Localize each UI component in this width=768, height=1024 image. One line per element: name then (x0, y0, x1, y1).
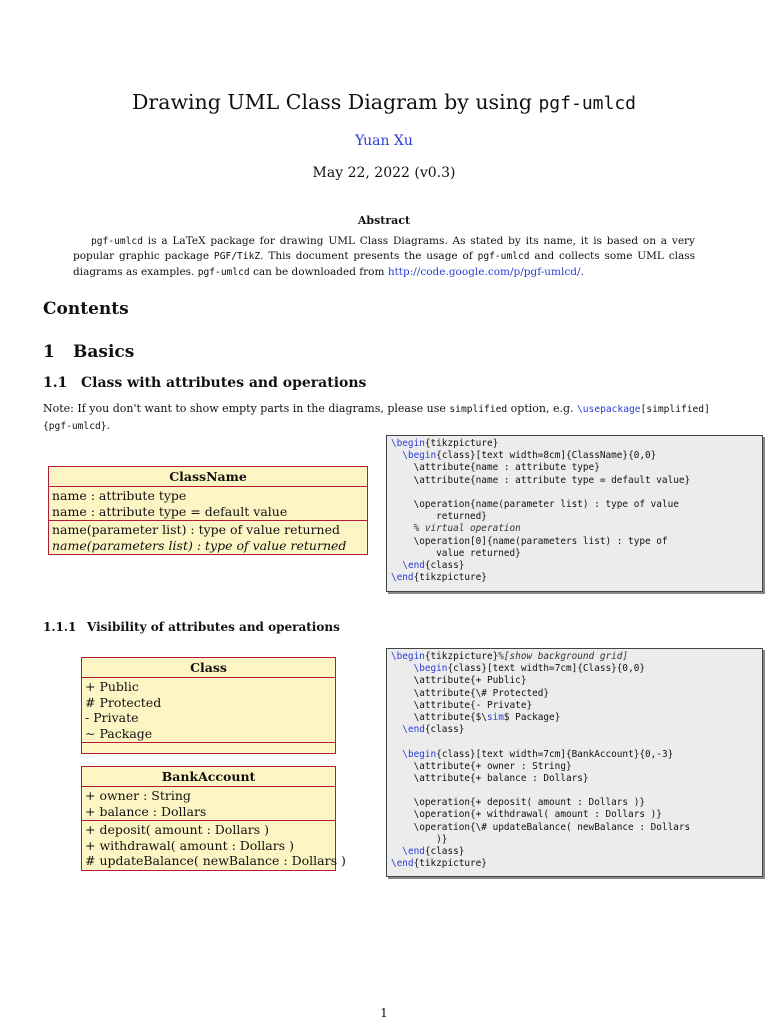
code-token: \operation[0]{name(parameters list) : type of (391, 535, 668, 547)
code-token: value returned} (391, 547, 521, 559)
code-token: $ Package} (503, 711, 561, 723)
latex-argument: [simplified]{pgf-umlcd} (43, 404, 710, 432)
code-token (391, 846, 402, 857)
code-line (391, 487, 758, 499)
code-line (391, 438, 758, 450)
code-line (391, 675, 758, 687)
code-line (391, 858, 758, 870)
uml-attribute: - Private (85, 710, 139, 725)
abstract-fragment: and collects some UML class diagrams as examples. (73, 250, 695, 278)
uml-attribute: name : attribute type = default value (52, 503, 288, 519)
abstract-fragment: . This document presents the usage of (260, 250, 478, 263)
section-heading-basics (43, 342, 134, 362)
code-line (391, 773, 758, 785)
uml-operations-section (82, 821, 346, 870)
uml-attribute: ∼ Package (85, 725, 153, 741)
code-token: \begin (402, 748, 437, 760)
package-name: pgf-umlcd (197, 266, 250, 278)
code-token: )} (391, 833, 448, 845)
uml-attribute: + Public (85, 679, 139, 694)
code-lines (391, 651, 758, 870)
code-line (391, 511, 758, 523)
code-token: %[show background grid] (498, 651, 629, 662)
uml-class-bankaccount (81, 766, 346, 871)
code-token: % virtual operation (413, 523, 521, 535)
code-line (391, 797, 758, 809)
code-token (391, 523, 414, 534)
option-name: simplified (449, 404, 508, 415)
uml-attribute: name : attribute type (52, 488, 187, 503)
code-token: \end (391, 572, 414, 584)
code-token: {class} (424, 846, 465, 857)
download-link[interactable]: http://code.google.com/p/pgf-umlcd/ (387, 265, 581, 278)
abstract-fragment: is a LaTeX package for drawing UML Class Diagrams. As stated by its name, it is based on a very popular graphic package (73, 235, 695, 263)
code-token: {class} (424, 559, 465, 571)
code-line (391, 834, 758, 846)
uml-attributes-section (82, 787, 335, 821)
code-token: \operation{+ withdrawal( amount : Dollars )} (391, 809, 662, 821)
code-token: {tikzpicture} (424, 651, 499, 662)
code-token: \attribute{\# Protected} (391, 687, 550, 699)
section-title: Visibility of attributes and operations (87, 620, 340, 634)
uml-class-class (81, 657, 336, 754)
code-line (391, 475, 758, 487)
subsubsection-heading-visibility (43, 620, 340, 634)
abstract-text (73, 234, 695, 280)
code-token: \operation{name(parameter list) : type of value (391, 498, 679, 510)
document-title (0, 90, 768, 114)
code-token: \begin (391, 651, 425, 662)
title-text: Drawing UML Class Diagram by using (131, 90, 539, 114)
abstract-fragment: . (580, 265, 584, 278)
code-line (391, 712, 758, 724)
code-line (391, 761, 758, 773)
uml-operations-section-empty (82, 743, 335, 753)
code-token: {class} (424, 724, 465, 736)
code-lines (391, 438, 758, 584)
code-token: {tikzpicture} (413, 572, 487, 584)
code-line (391, 663, 758, 675)
package-name: pgf-umlcd (91, 236, 143, 247)
code-token: \end (402, 846, 425, 857)
code-token: \operation{+ deposit( amount : Dollars )} (391, 797, 645, 809)
code-listing-classname (386, 435, 763, 592)
code-token: returned} (391, 511, 487, 523)
uml-class-name: BankAccount (82, 767, 335, 787)
uml-attributes-section (49, 487, 367, 521)
code-token: \attribute{+ owner : String} (391, 760, 572, 772)
abstract-heading: Abstract (357, 214, 411, 227)
section-title: Basics (73, 342, 135, 362)
note-fragment: . (106, 419, 111, 432)
code-line (391, 724, 758, 736)
code-line (391, 822, 758, 834)
code-token (391, 663, 414, 674)
code-token: \operation{\# updateBalance( newBalance : Dollars (391, 821, 691, 833)
code-token: \attribute{name : attribute type = default value} (391, 474, 691, 486)
uml-operation: # updateBalance( newBalance : Dollars ) (85, 853, 346, 868)
author-link[interactable]: Yuan Xu (355, 133, 413, 149)
uml-class-name: ClassName (49, 467, 367, 487)
code-line (391, 572, 758, 584)
package-name: PGF/TikZ (213, 251, 261, 263)
code-token: {class}[text width=8cm]{ClassName}{0,0} (436, 450, 657, 462)
code-token: \attribute{+ balance : Dollars} (391, 772, 589, 784)
code-token: \begin (391, 438, 425, 449)
uml-class-classname (48, 466, 368, 555)
code-token (391, 724, 402, 735)
code-token: {class}[text width=7cm]{BankAccount}{0,-3} (436, 748, 674, 760)
code-listing-visibility (386, 648, 763, 877)
code-token: \begin (413, 663, 448, 675)
code-token: sim (486, 711, 504, 723)
code-token: \attribute{$\ (391, 711, 487, 723)
uml-operation: + deposit( amount : Dollars ) (85, 822, 270, 837)
code-token: {tikzpicture} (424, 438, 499, 449)
code-token: \attribute{+ Public} (391, 675, 527, 687)
uml-operation: + withdrawal( amount : Dollars ) (85, 837, 294, 853)
code-token: {tikzpicture} (413, 858, 487, 870)
code-line (391, 785, 758, 797)
note-paragraph (43, 401, 733, 435)
code-line (391, 700, 758, 712)
section-number: 1.1.1 (43, 620, 77, 634)
note-fragment: option, e.g. (507, 402, 577, 415)
code-token: \end (391, 858, 414, 870)
latex-command: \usepackage (577, 404, 641, 415)
code-line (391, 462, 758, 474)
code-token: \begin (402, 450, 437, 462)
uml-operation: name(parameter list) : type of value returned (52, 522, 340, 537)
code-token (391, 560, 402, 571)
code-line (391, 499, 758, 511)
note-fragment: Note: If you don't want to show empty parts in the diagrams, please use (43, 402, 450, 415)
code-token: \end (402, 559, 425, 571)
code-line (391, 560, 758, 572)
uml-attribute: # Protected (85, 694, 162, 710)
subsection-heading-class-attributes (43, 375, 366, 391)
code-line (391, 846, 758, 858)
code-line (391, 450, 758, 462)
uml-operations-section (49, 521, 367, 554)
section-title: Class with attributes and operations (81, 375, 367, 391)
section-number: 1.1 (43, 375, 68, 391)
code-line (391, 749, 758, 761)
uml-class-name: Class (82, 658, 335, 678)
page-number: 1 (380, 1006, 388, 1020)
uml-virtual-operation: name(parameters list) : type of value returned (52, 537, 347, 553)
code-line (391, 536, 758, 548)
code-token (391, 749, 402, 760)
abstract-fragment: can be downloaded from (249, 265, 388, 278)
code-line (391, 736, 758, 748)
uml-attributes-section (82, 678, 335, 743)
section-number: 1 (43, 342, 55, 362)
code-line (391, 809, 758, 821)
code-token: \attribute{- Private} (391, 699, 533, 711)
contents-heading: Contents (43, 299, 129, 319)
code-token: {class}[text width=7cm]{Class}{0,0} (447, 663, 646, 675)
uml-attribute: + balance : Dollars (85, 803, 207, 819)
title-package-name: pgf-umlcd (538, 93, 637, 114)
uml-attribute: + owner : String (85, 788, 191, 803)
code-line (391, 651, 758, 663)
code-line (391, 548, 758, 560)
document-date: May 22, 2022 (v0.3) (312, 165, 456, 181)
code-line (391, 523, 758, 535)
code-token: \attribute{name : attribute type} (391, 462, 600, 474)
code-line (391, 688, 758, 700)
package-name: pgf-umlcd (477, 251, 530, 263)
code-token (391, 450, 402, 461)
code-token: \end (402, 724, 425, 736)
